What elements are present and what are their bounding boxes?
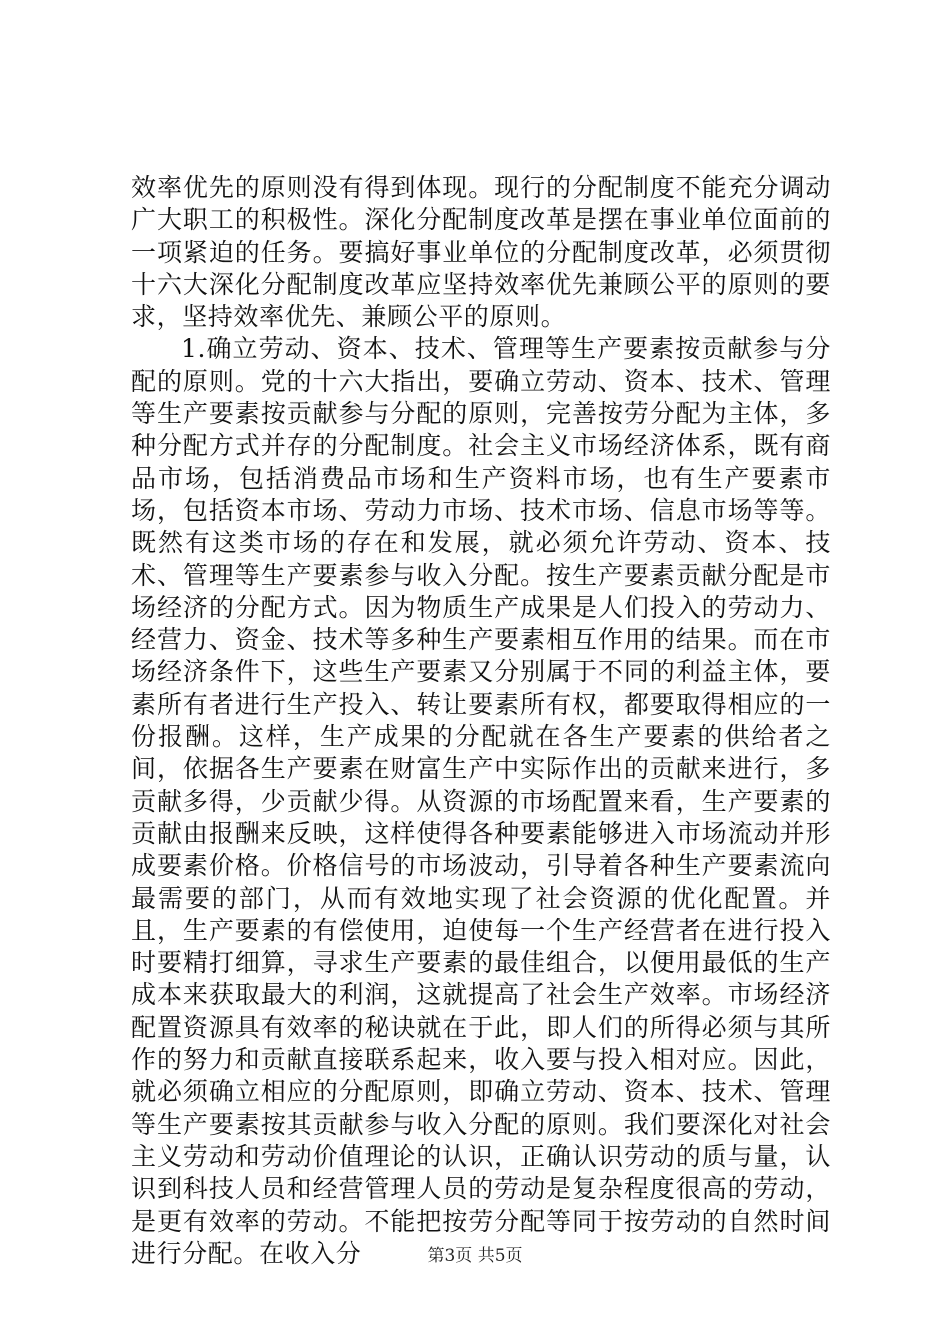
paragraph-section-1: 1.确立劳动、资本、技术、管理等生产要素按贡献参与分配的原则。党的十六大指出，要确立劳动、资本、技术、管理等生产要素按贡献参与分配的原则，完善按劳分配为主体，多种分配方式并存的分配制度。社会主义市场经济体系，既有商品市场，包括消费品市场和生产资料市场，也有生产要素市场，包括资本市场、劳动力市场、技术市场、信息市场等等。既然有这类市场的存在和发展，就必须允许劳动、资本、技术、管理等生产要素参与收入分配。按生产要素贡献分配是市场经济的分配方式。因为物质生产成果是人们投入的劳动力、经营力、资金、技术等多种生产要素相互作用的结果。而在市场经济条件下，这些生产要素又分别属于不同的利益主体，要素所有者进行生产投入、转让要素所有权，都要取得相应的一份报酬。这样，生产成果的分配就在各生产要素的供给者之间，依据各生产要素在财富生产中实际作出的贡献来进行，多贡献多得，少贡献少得。从资源的市场配置来看，生产要素的贡献由报酬来反映，这样使得各种要素能够进入市场流动并形成要素价格。价格信号的市场波动，引导着各种生产要素流向最需要的部门，从而有效地实现了社会资源的优化配置。并且，生产要素的有偿使用，迫使每一个生产经营者在进行投入时要精打细算，寻求生产要素的最佳组合，以便用最低的生产成本来获取最大的利润，这就提高了社会生产效率。市场经济配置资源具有效率的秘诀就在于此，即人们的所得必须与其所作的努力和贡献直接联系起来，收入要与投入相对应。因此，就必须确立相应的分配原则，即确立劳动、资本、技术、管理等生产要素按其贡献参与收入分配的原则。我们要深化对社会主义劳动和劳动价值理论的认识，正确认识劳动的质与量，认识到科技人员和经营管理人员的劳动是复杂程度很高的劳动，是更有效率的劳动。不能把按劳分配等同于按劳动的自然时间进行分配。在收入分 xyxy=(131,334,831,1268)
document-body xyxy=(131,172,831,1270)
paragraph-intro: 效率优先的原则没有得到体现。现行的分配制度不能充分调动广大职工的积极性。深化分配制度改革是摆在事业单位面前的一项紧迫的任务。要搞好事业单位的分配制度改革，必须贯彻十六大深化分配制度改革应坚持效率优先兼顾公平的原则的要求，坚持效率优先、兼顾公平的原则。 xyxy=(131,173,831,332)
page-number-footer: 第3页 共5页 xyxy=(427,1246,523,1266)
